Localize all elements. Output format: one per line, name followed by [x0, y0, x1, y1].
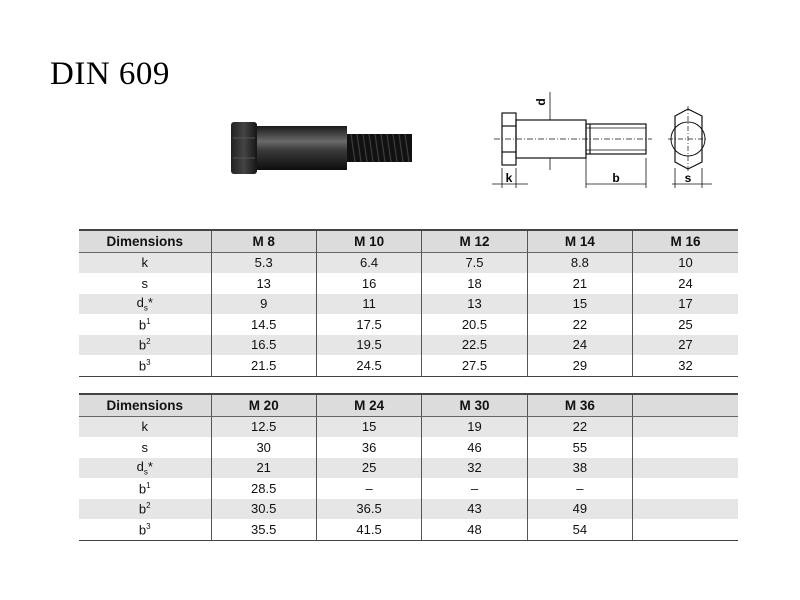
header-size: M 8 — [211, 230, 316, 252]
table-cell-value: 49 — [527, 499, 632, 520]
table-cell-value: 14.5 — [211, 314, 316, 335]
table-row — [79, 355, 738, 376]
table-cell-value: 15 — [527, 294, 632, 315]
dimension-symbol — [79, 273, 211, 294]
table-cell-value: 19.5 — [316, 335, 421, 356]
table-cell-value: 17 — [633, 294, 738, 315]
table-cell-value: 32 — [633, 355, 738, 376]
dimension-symbol — [79, 458, 211, 479]
table-cell-value: 30.5 — [211, 499, 316, 520]
table-cell-value: 22 — [527, 416, 632, 437]
table-cell-value: 25 — [316, 458, 421, 479]
symbol-subscript: s — [143, 467, 148, 477]
symbol-superscript: * — [147, 458, 153, 474]
table-cell-value: 30 — [211, 437, 316, 458]
symbol-letter: k — [141, 419, 148, 435]
table-row — [79, 273, 738, 294]
bolt-technical-drawing-icon — [488, 88, 728, 196]
table-cell-value: 27.5 — [422, 355, 527, 376]
symbol-letter: d — [136, 294, 144, 310]
hex-bolt-photo-icon — [215, 112, 415, 184]
symbol-superscript: 1 — [146, 480, 151, 490]
symbol-letter: s — [141, 275, 148, 291]
symbol-superscript: 3 — [146, 357, 151, 367]
dimension-symbol — [79, 314, 211, 335]
table-cell-value: 24 — [633, 273, 738, 294]
table-cell-value: 5.3 — [211, 252, 316, 273]
header-size: M 30 — [422, 394, 527, 416]
dimension-symbol — [79, 437, 211, 458]
table-cell-value: 27 — [633, 335, 738, 356]
page-title: DIN 609 — [50, 56, 170, 92]
table-cell-value: 7.5 — [422, 252, 527, 273]
drawing-label-d: d — [534, 98, 548, 106]
table-cell-value — [633, 478, 738, 499]
table-header-row — [79, 394, 738, 416]
drawing-label-b: b — [612, 171, 620, 185]
symbol-letter: b — [138, 480, 147, 496]
table-cell-value: 43 — [422, 499, 527, 520]
table-header-row — [79, 230, 738, 252]
header-size: M 12 — [422, 230, 527, 252]
dimension-symbol — [79, 335, 211, 356]
header-size: M 24 — [316, 394, 421, 416]
table-cell-value: – — [316, 478, 421, 499]
table-cell-value: – — [422, 478, 527, 499]
table-cell-value: 48 — [422, 519, 527, 540]
table-cell-value: 17.5 — [316, 314, 421, 335]
table-row — [79, 294, 738, 315]
table-cell-value: 38 — [527, 458, 632, 479]
table-cell-value — [633, 437, 738, 458]
table-cell-value: 13 — [211, 273, 316, 294]
table-cell-value: 15 — [316, 416, 421, 437]
header-size: M 10 — [316, 230, 421, 252]
table-cell-value: 22 — [527, 314, 632, 335]
symbol-superscript: 2 — [146, 337, 151, 347]
table-cell-value: 6.4 — [316, 252, 421, 273]
table-cell-value — [633, 458, 738, 479]
table-cell-value: 11 — [316, 294, 421, 315]
dimensions-table-1 — [79, 229, 738, 377]
symbol-letter: k — [141, 255, 148, 271]
table-cell-value: 9 — [211, 294, 316, 315]
symbol-superscript: 1 — [146, 316, 151, 326]
table-row — [79, 335, 738, 356]
table-cell-value: 22.5 — [422, 335, 527, 356]
drawing-label-k: k — [505, 171, 513, 185]
table-row — [79, 458, 738, 479]
symbol-superscript: * — [147, 294, 153, 310]
table-cell-value: 20.5 — [422, 314, 527, 335]
table-cell-value: 21.5 — [211, 355, 316, 376]
symbol-subscript: s — [143, 303, 148, 313]
dimension-symbol — [79, 294, 211, 315]
symbol-letter: b — [138, 337, 147, 353]
symbol-letter: b — [138, 357, 147, 373]
table-cell-value: 18 — [422, 273, 527, 294]
table-cell-value: 21 — [527, 273, 632, 294]
header-dimensions: Dimensions — [79, 230, 211, 252]
table-cell-value: 41.5 — [316, 519, 421, 540]
symbol-superscript: 3 — [146, 521, 151, 531]
dimensions-table-2 — [79, 393, 738, 541]
table-row — [79, 252, 738, 273]
table-row — [79, 519, 738, 540]
table-cell-value: – — [527, 478, 632, 499]
header-size: M 14 — [527, 230, 632, 252]
dimension-symbol — [79, 519, 211, 540]
drawing-label-s: s — [684, 171, 692, 185]
table-cell-value: 16 — [316, 273, 421, 294]
table-cell-value: 36 — [316, 437, 421, 458]
table-cell-value: 32 — [422, 458, 527, 479]
dimension-symbol — [79, 416, 211, 437]
table-cell-value: 21 — [211, 458, 316, 479]
header-size: M 16 — [633, 230, 738, 252]
table-cell-value: 55 — [527, 437, 632, 458]
symbol-letter: b — [138, 521, 147, 537]
table-cell-value: 13 — [422, 294, 527, 315]
dimension-symbol — [79, 499, 211, 520]
dimension-symbol — [79, 252, 211, 273]
symbol-letter: s — [141, 439, 148, 455]
table-cell-value: 8.8 — [527, 252, 632, 273]
dimension-symbol — [79, 478, 211, 499]
symbol-letter: b — [138, 501, 147, 517]
table-cell-value: 46 — [422, 437, 527, 458]
table-row — [79, 499, 738, 520]
table-cell-value: 24 — [527, 335, 632, 356]
table-cell-value: 35.5 — [211, 519, 316, 540]
symbol-superscript: 2 — [146, 501, 151, 511]
dimension-symbol — [79, 355, 211, 376]
table-cell-value: 10 — [633, 252, 738, 273]
table-cell-value: 25 — [633, 314, 738, 335]
table-row — [79, 314, 738, 335]
table-cell-value — [633, 499, 738, 520]
header-size — [633, 394, 738, 416]
table-cell-value — [633, 519, 738, 540]
table-cell-value: 54 — [527, 519, 632, 540]
table-cell-value: 19 — [422, 416, 527, 437]
symbol-letter: b — [138, 316, 147, 332]
table-row — [79, 416, 738, 437]
table-cell-value: 29 — [527, 355, 632, 376]
header-size: M 36 — [527, 394, 632, 416]
table-cell-value: 36.5 — [316, 499, 421, 520]
table-cell-value: 12.5 — [211, 416, 316, 437]
table-cell-value — [633, 416, 738, 437]
table-cell-value: 28.5 — [211, 478, 316, 499]
header-size: M 20 — [211, 394, 316, 416]
header-dimensions: Dimensions — [79, 394, 211, 416]
table-row — [79, 437, 738, 458]
symbol-letter: d — [136, 458, 144, 474]
table-row — [79, 478, 738, 499]
table-cell-value: 16.5 — [211, 335, 316, 356]
table-cell-value: 24.5 — [316, 355, 421, 376]
